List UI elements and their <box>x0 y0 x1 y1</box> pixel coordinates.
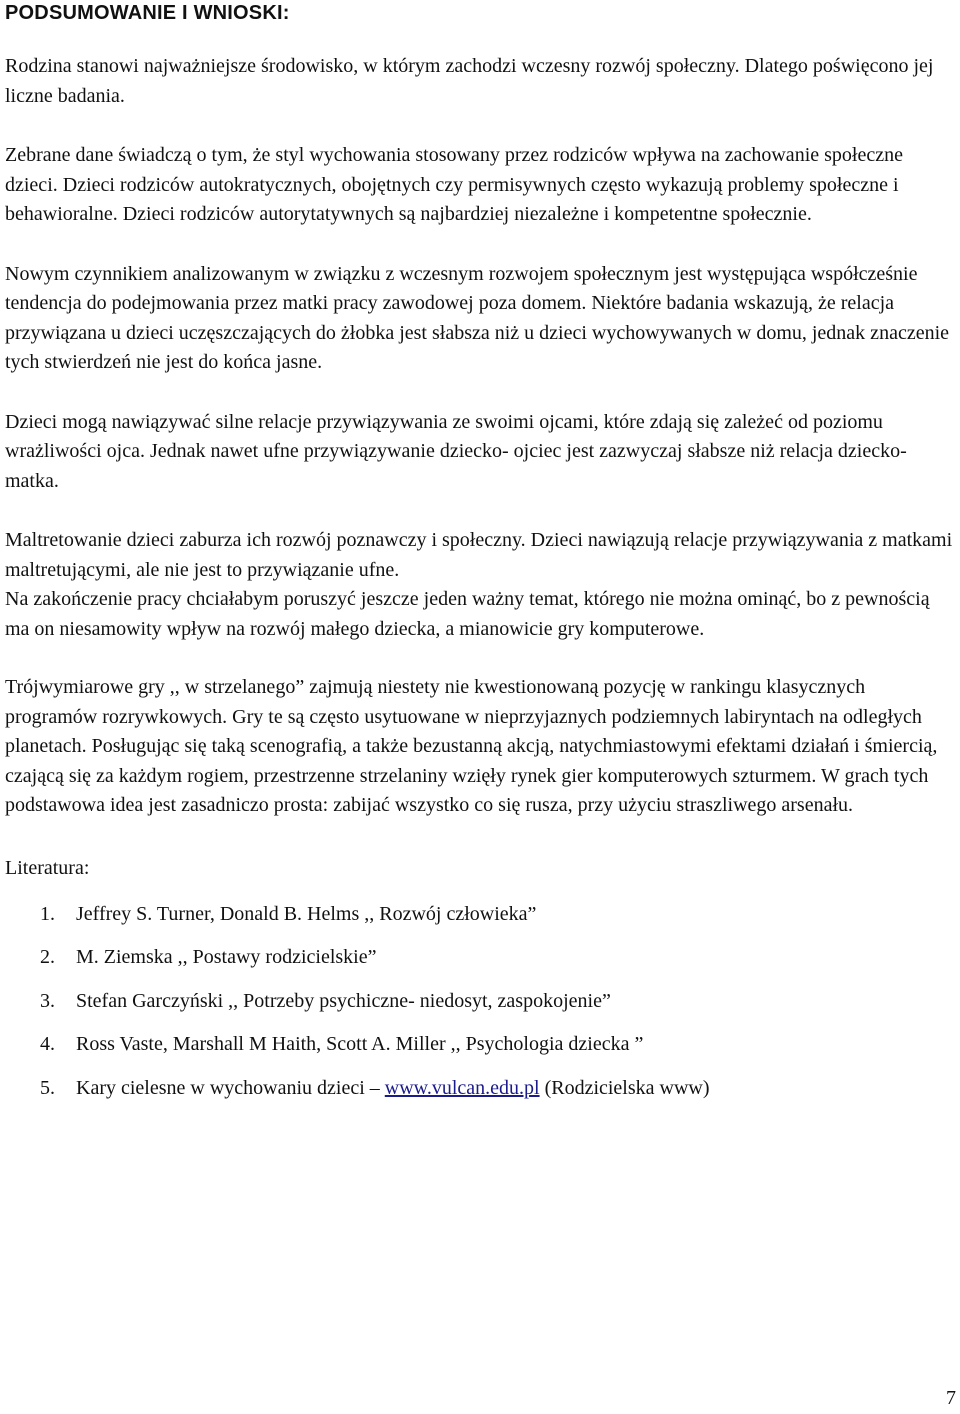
vulcan-link[interactable]: www.vulcan.edu.pl <box>384 1076 540 1099</box>
literature-item <box>5 943 957 972</box>
literature-item-number: 3. <box>40 989 55 1012</box>
literature-item <box>5 1030 957 1059</box>
literature-item <box>5 900 957 929</box>
literature-item-number: 5. <box>40 1076 55 1099</box>
paragraph-family: Rodzina stanowi najważniejsze środowisko, w którym zachodzi wczesny rozwój społeczny. Dlatego poświęcono jej liczne badania. <box>5 55 934 107</box>
paragraph-parenting-style: Zebrane dane świadczą o tym, że styl wychowania stosowany przez rodziców wpływa na zachowanie społeczne dzieci. Dzieci rodziców autokratycznych, obojętnych czy permisywnych często wykazują problemy społeczne i behawioralne. Dzieci rodziców autorytatywnych są najbardziej niezależne i kompetentne społecznie. <box>5 144 903 225</box>
literature-item-text-after: (Rodzicielska www) <box>539 1076 710 1099</box>
literature-item-number: 2. <box>40 946 55 968</box>
section-heading: PODSUMOWANIE I WNIOSKI: <box>5 2 290 24</box>
literature-item-text: Ross Vaste, Marshall M Haith, Scott A. Miller ,, Psychologia dziecka ” <box>76 1033 644 1055</box>
page-number: 7 <box>946 1387 956 1409</box>
literature-item-text: M. Ziemska ,, Postawy rodzicielskie” <box>76 946 377 968</box>
literature-item <box>5 987 957 1016</box>
literature-item-text-before: Kary cielesne w wychowaniu dzieci – <box>76 1076 385 1099</box>
literature-item-text: Jeffrey S. Turner, Donald B. Helms ,, Rozwój człowieka” <box>76 902 537 925</box>
literature-item <box>5 1074 957 1103</box>
literature-item-text <box>76 1074 957 1103</box>
document-page <box>5 0 957 1117</box>
paragraph-fathers: Dzieci mogą nawiązywać silne relacje przywiązywania ze swoimi ojcami, które zdają się zależeć od poziomu wrażliwości ojca. Jednak nawet ufne przywiązywanie dziecko- ojciec jest zazwyczaj słabsze niż relacja dziecko- matka. <box>5 410 907 492</box>
literature-item-number: 4. <box>40 1033 55 1055</box>
literature-list <box>5 900 957 1103</box>
paragraph-3d-games: Trójwymiarowe gry ,, w strzelanego” zajmują niestety nie kwestionowaną pozycję w rankingu klasycznych programów rozrywkowych. Gry te są często usytuowane w nieprzyjaznych podziemnych labiryntach na odległych planetach. Posługując się taką scenografią, a także bezustanną akcją, natychmiastowymi efektami działań i śmiercią, czającą się za każdym rogiem, przestrzenne strzelaniny wzięły rynek gier komputerowych szturmem. W grach tych podstawowa idea jest zasadniczo prosta: zabijać wszystko co się rusza, przy użyciu straszliwego arsenału. <box>5 676 938 816</box>
literature-title: Literatura: <box>5 856 90 879</box>
paragraph-computer-games-intro: Na zakończenie pracy chciałabym poruszyć jeszcze jeden ważny temat, którego nie można ominąć, bo z pewnością ma on niesamowity wpływ na rozwój małego dziecka, a mianowicie gry komputerowe. <box>5 588 930 640</box>
paragraph-working-mothers: Nowym czynnikiem analizowanym w związku z wczesnym rozwojem społecznym jest występująca współcześnie tendencja do podejmowania przez matki pracy zawodowej poza domem. Niektóre badania wskazują, że relacja przywiązana u dzieci uczęszczających do żłobka jest słabsza niż u dzieci wychowywanych w domu, jednak znaczenie tych stwierdzeń nie jest do końca jasne. <box>5 262 950 373</box>
literature-item-number: 1. <box>40 902 55 925</box>
paragraph-maltreatment: Maltretowanie dzieci zaburza ich rozwój poznawczy i społeczny. Dzieci nawiązują relacje przywiązywania z matkami maltretującymi, ale nie jest to przywiązanie ufne. <box>5 529 953 581</box>
literature-item-text: Stefan Garczyński ,, Potrzeby psychiczne- niedosyt, zaspokojenie” <box>76 989 611 1012</box>
